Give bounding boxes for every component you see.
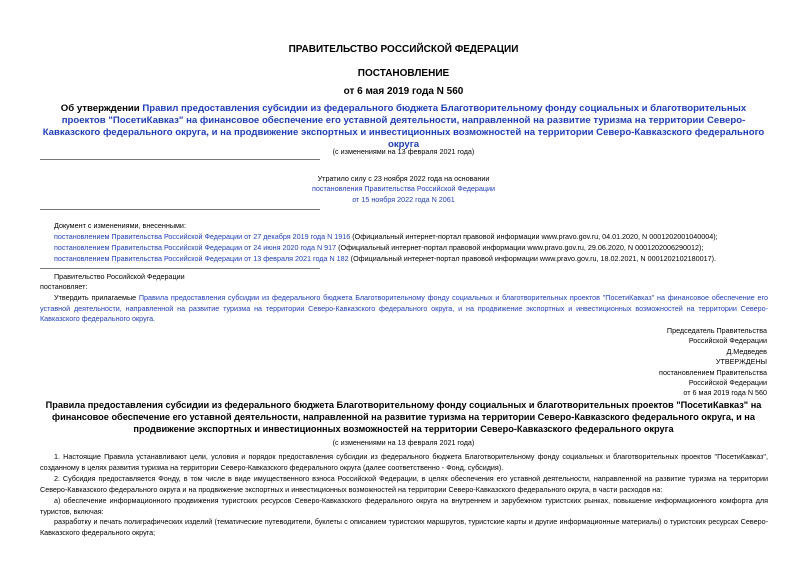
- approved-label: УТВЕРЖДЕНЫ: [715, 357, 767, 367]
- rules-paragraph-3: а) обеспечение информационного продвижения туристских ресурсов Северо-Кавказского федерального округа на внутреннем и зарубежном туристских рынках, повышение информационного комфорта для туристов, включая:: [40, 496, 768, 516]
- change-source: (Официальный интернет-портал правовой информации www.pravo.gov.ru, 04.01.2020, N 0001202001040004);: [350, 232, 718, 241]
- government-heading: ПРАВИТЕЛЬСТВО РОССИЙСКОЙ ФЕДЕРАЦИИ: [288, 44, 519, 55]
- change-source: (Официальный интернет-портал правовой информации www.pravo.gov.ru, 29.06.2020, N 0001202006290012);: [336, 243, 704, 252]
- approve-link[interactable]: Правила предоставления субсидии из федерального бюджета Благотворительному фонду социальных и благотворительных проектов "ПосетиКавказ" на финансовое обеспечение его уставной деятельности, направленной на развитие туризма на территории Северо-Кавказского федерального округа, и на продвижение экспортных и инвестиционных возможностей на территории Северо-Кавказского федерального округа.: [40, 293, 768, 324]
- doc-title: [40, 103, 767, 151]
- change-link[interactable]: постановлением Правительства Российской Федерации от 24 июня 2020 года N 917: [54, 243, 337, 252]
- invalid-link-1[interactable]: постановления Правительства Российской Федерации: [311, 184, 496, 193]
- decree-line-1: Правительство Российской Федерации: [54, 272, 185, 281]
- signature-position: Председатель Правительства: [666, 326, 767, 335]
- doc-date: от 6 мая 2019 года N 560: [343, 86, 464, 97]
- invalid-line: Утратило силу с 23 ноября 2022 года на основании: [317, 174, 490, 183]
- approve-prefix: Утвердить прилагаемые: [54, 293, 139, 302]
- rules-revision-note: (с изменениями на 13 февраля 2021 года): [332, 438, 475, 447]
- doc-type-heading: ПОСТАНОВЛЕНИЕ: [357, 68, 450, 79]
- doc-title-link[interactable]: Правил предоставления субсидии из федерального бюджета Благотворительному фонду социальных и благотворительных проектов "ПосетиКавказ" на финансовое обеспечение его уставной деятельности, направленной на развитие туризма на территории Северо-Кавказского федерального округа, и на продвижение экспортных и инвестиционных возможностей на территории Северо-Кавказского федерального округа: [42, 103, 765, 150]
- rules-title: Правила предоставления субсидии из федерального бюджета Благотворительному фонду социальных и благотворительных проектов "ПосетиКавказ" на финансовое обеспечение его уставной деятельности, направленной на развитие туризма на территории Северо-Кавказского федерального округа, и на продвижение экспортных и инвестиционных возможностей на территории Северо-Кавказского федерального округа: [45, 400, 762, 434]
- change-link[interactable]: постановлением Правительства Российской Федерации от 13 февраля 2021 года N 182: [54, 254, 349, 263]
- approved-by: постановлением Правительства: [659, 367, 767, 377]
- change-item: [54, 243, 770, 253]
- doc-title-prefix: Об утверждении: [60, 103, 143, 114]
- divider: [40, 159, 320, 160]
- approved-date: от 6 мая 2019 года N 560: [683, 388, 767, 398]
- approved-org: Российской Федерации: [688, 378, 767, 388]
- signature-name: Д.Медведев: [726, 346, 767, 356]
- change-item: [54, 254, 770, 264]
- change-source: (Официальный интернет-портал правовой информации www.pravo.gov.ru, 18.02.2021, N 0001202102180017).: [348, 254, 716, 263]
- decree-line-2: постановляет:: [40, 282, 88, 291]
- signature-org: Российской Федерации: [688, 336, 767, 346]
- signature-block: [560, 326, 767, 399]
- change-link[interactable]: постановлением Правительства Российской Федерации от 27 декабря 2019 года N 1916: [54, 232, 351, 241]
- rules-paragraph-1: 1. Настоящие Правила устанавливают цели, условия и порядок предоставления субсидии из федерального бюджета Благотворительному фонду социальных и благотворительных проектов "ПосетиКавказ", созданному в целях развития туризма на территории Северо-Кавказского федерального округа (далее соответственно - Фонд, субсидия).: [40, 452, 768, 472]
- change-item: [54, 232, 770, 242]
- changes-intro: Документ с изменениями, внесенными:: [54, 221, 186, 230]
- decree-approve: [40, 293, 768, 325]
- rules-paragraph-2: 2. Субсидия предоставляется Фонду, в том числе в виде имущественного взноса Российской Федерации, в целях обеспечения его уставной деятельности, направленной на развитие туризма на территории Северо-Кавказского федерального округа и на продвижение экспортных и инвестиционных возможностей на территории Северо-Кавказского федерального округа, в части расходов на:: [40, 474, 768, 494]
- rules-paragraph-4: разработку и печать полиграфических изделий (тематические путеводители, буклеты с описанием туристских маршрутов, туристские карты и другие информационные материалы) о туристских ресурсах Северо-Кавказского федерального округа;: [40, 517, 768, 537]
- invalid-link-2[interactable]: от 15 ноября 2022 года N 2061: [352, 195, 455, 204]
- divider: [40, 209, 320, 210]
- divider: [40, 268, 320, 269]
- revision-note: (с изменениями на 13 февраля 2021 года): [332, 147, 475, 156]
